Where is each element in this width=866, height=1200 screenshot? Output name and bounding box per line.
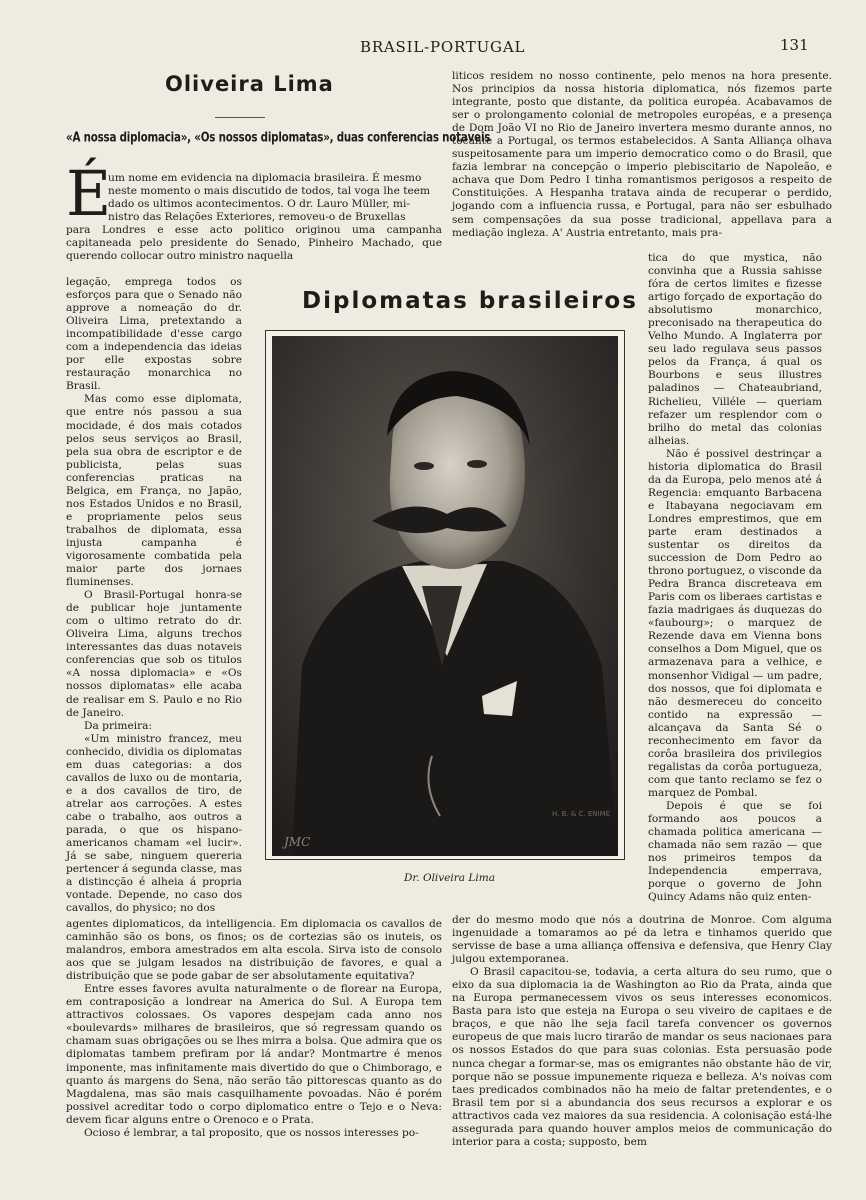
intro-lines <box>108 172 442 224</box>
paragraph: O Brasil-Portugal honra-se de publicar hoje juntamente com o ultimo retrato do dr. Oliveira Lima, alguns trechos interessantes das duas notaveis conferencias que sob os titulos «A nossa diplomacia» e «Os nossos diplomatas» elle acaba de realisar em S. Paulo e no Rio de Janeiro. <box>66 589 242 719</box>
paragraph: Não é possivel destrinçar a historia diplomatica do Brasil da da Europa, pelo menos até á Regencia: emquanto Barbacena e Itabayana negociavam em Londres emprestimos, que em parte eram destinados a sustentar os direitos da succession de Dom Pedro ao throno portuguez, o visconde da Pedra Branca discreteava em Paris com os liberaes cartistas e fazia madrigaes ás duquezas do «faubourg»; o marquez de Rezende dava em Vienna bons conselhos a Dom Miguel, que os armazenava para a velhice, e monsenhor Vidigal — um padre, dos nossos, que foi diplomata e não desmereceu do conceito contido na expressão — alcançava da Santa Sé o reconhecimento em favor da corôa brasileira dos privilegios regalistas da corôa portugueza, com que tanto reclamo se fez o marquez de Pombal. <box>648 447 822 799</box>
studio-mark: H. B. & C. ENIME <box>552 810 611 818</box>
right-full-column <box>452 914 832 1149</box>
paragraph: Ocioso é lembrar, a tal proposito, que os nossos interesses po- <box>84 1126 419 1139</box>
paragraph: O Brasil capacitou-se, todavia, a certa altura do seu rumo, que o eixo da sua diplomacia ia de Washington ao Rio da Prata, ainda que na Europa permanecessem vivos os seus interesses economicos. Basta para isto que esteja na Europa o seu viveiro de capitaes e de braços, e que não lhe seja facil tarefa convencer os governos europeus de que mais lucro tirarão de mandar os seus nacionaes para os nossos Estados do que para suas colonias. Esta persuasão pode nunca chegar a formar-se, mas os emigrantes não obstante hão de vir, porque não se possue impunemente riqueza e belleza. A's noivas com taes predicados combinados não ha meio de faltar pretendentes, e o Brasil tem por si a abundancia dos seus recursos a explorar e os attractivos cada vez maiores da sua residencia. A colonisação está-lhe assegurada para quando houver amplos meios de communicação do interior para a costa; supposto, bem <box>452 966 832 1148</box>
article-title: Oliveira Lima <box>165 72 334 96</box>
paragraph: Mas como esse diplomata, que entre nós passou a sua mocidade, é dos mais cotados pelos seus serviços ao Brasil, pela sua obra de escriptor e de publicista, pelas suas conferencias praticas na Belgica, em França, no Japão, nos Estados Unidos e no Brasil, e propriamente pelos seus trabalhos de diplomata, essa injusta campanha é vigorosamente combatida pela maior parte dos jornaes fluminenses. <box>66 393 242 589</box>
running-title: BRASIL-PORTUGAL <box>360 38 526 56</box>
intro-line: nistro das Relações Exteriores, removeu-o de Bruxellas <box>108 211 406 224</box>
paragraph: tica do que mystica, não convinha que a Russia sahisse fóra de certos limites e fizesse artigo forçado de exportação do absolutismo monarchico, preconisado na therapeutica do Velho Mundo. A Inglaterra por seu lado regulava seus passos pelos da França, á qual os Bourbons e seus illustres paladinos — Chateaubriand, Richelieu, Villéle — queriam refazer um resplendor com o brilho do metal das colonias alheias. <box>648 252 822 447</box>
right-wrap-column <box>648 252 822 904</box>
portrait-illustration <box>272 336 618 856</box>
article-subtitle: «A nossa diplomacia», «Os nossos diplomatas», duas conferencias notaveis <box>66 130 491 145</box>
intro-line: dado os ultimos acontecimentos. O dr. Lauro Müller, mi- <box>108 198 410 211</box>
photo-caption: Dr. Oliveira Lima <box>404 872 495 884</box>
dropcap: É <box>66 157 112 230</box>
paragraph: Entre esses favores avulta naturalmente o de florear na Europa, em contraposição a londrear na America do Sul. A Europa tem attractivos colossaes. Os vapores despejam cada anno nos «boulevards» milhares de brasileiros, que só regressam quando os chamam suas obrigações ou se lhes mirra a bolsa. Que admira que os diplomatas tambem prefiram por lá andar? Montmartre é menos imponente, mas infinitamente mais divertido do que o Chimborago, e quanto ás margens do Sena, não serão tão pittorescas quanto as do Magdalena, mas são mais casquilhamente povoadas. Não é porém possivel acreditar todo o corpo diplomatico entre o Tejo e o Neva: devem ficar alguns entre o Orenoco e o Prata. <box>66 983 442 1126</box>
photo-monogram: JMC <box>284 835 311 849</box>
paragraph: legação, emprega todos os esforços para que o Senado não approve a nomeação do dr. Oliveira Lima, pretextando a incompatibilidade d'esse cargo com a independencia das ideias por elle expostas sobre restauração monarchica no Brasil. <box>66 276 242 393</box>
page-number: 131 <box>780 36 809 54</box>
paragraph: «Um ministro francez, meu conhecido, dividia os diplomatas em duas categorias: a dos cavallos de luxo ou de montaria, e a dos cavallos de tiro, de atrelar aos carroções. A estes cabe o trabalho, aos outros a parada, o que os hispano-americanos chamam «el lucir». Já se sabe, ninguem quereria pertencer á segunda classe, mas a distincção é alheia á propria vontade. Depende, no caso dos cavallos, do physico; no dos <box>66 732 242 915</box>
portrait-photo <box>272 336 618 856</box>
title-divider <box>215 117 265 118</box>
section-heading: Diplomatas brasileiros <box>302 288 638 314</box>
paragraph: Depois é que se foi formando aos poucos a chamada politica americana — chamada não sem razão — que nos primeiros tempos da Independencia emperrava, porque o governo de John Quincy Adams não quiz enten- <box>648 799 822 904</box>
paragraph: Da primeira: <box>84 719 153 732</box>
left-wrap-column <box>66 276 242 915</box>
left-full-column <box>66 918 442 1140</box>
intro-line: neste momento o mais discutido de todos, tal voga lhe teem <box>108 185 431 198</box>
right-top-column <box>452 70 832 240</box>
paragraph: der do mesmo modo que nós a doutrina de Monroe. Com alguma ingenuidade a tomaramos ao pé da letra e tinhamos querido que servisse de base a uma alliança offensiva e defensiva, que Henry Clay julgou extemporanea. <box>452 914 832 966</box>
paragraph: agentes diplomaticos, da intelligencia. Em diplomacia os cavallos de caminhão são os bons, os finos; os de cortezias são os inuteis, os malandros, embora amestrados em alta escola. Sirva isto de consolo aos que se julgam lesados na distribuição de favores, e qual a distribuição que se pode gabar de ser absolutamente equitativa? <box>66 918 442 983</box>
intro-continuation <box>66 224 442 263</box>
paragraph: para Londres e esse acto politico originou uma campanha capitaneada pelo presidente do Senado, Pinheiro Machado, que querendo collocar outro ministro naquella <box>66 224 442 263</box>
intro-line: um nome em evidencia na diplomacia brasileira. É mesmo <box>108 172 422 184</box>
paragraph: liticos residem no nosso continente, pelo menos na hora presente. Nos principios da nossa historia diplomatica, nós fizemos parte integrante, posto que distante, da politica européa. Acabavamos de ser o prolongamento colonial de metropoles européas, e a presença de Dom João VI no Rio de Janeiro invertera mesmo durante annos, no tocante a Portugal, os termos estabelecidos. A Santa Alliança olhava suspeitosamente para um imperio democratico como o do Brasil, que fazia lembrar na concepção o imperio plebiscitario de Napoleão, e achava que Dom Pedro I tinha romantismos perigosos a respeito de Constituições. A Hespanha tratava ainda de recuperar o perdido, jogando com a influencia russa, e Portugal, para não ser esbulhado sem compensações da sua posse tradicional, appellava para a mediação ingleza. A' Austria entretanto, mais pra- <box>452 70 832 239</box>
